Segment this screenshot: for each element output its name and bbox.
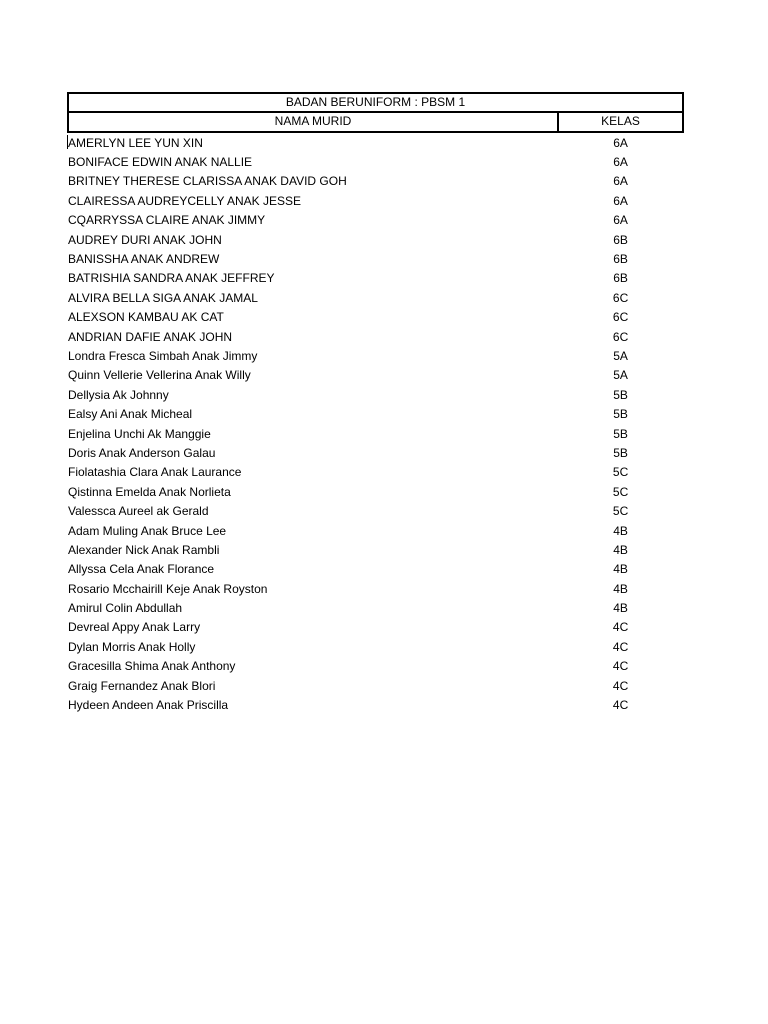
student-rows	[67, 133, 684, 715]
student-name-cell: Fiolatashia Clara Anak Laurance	[68, 465, 242, 480]
student-name-cell: BONIFACE EDWIN ANAK NALLIE	[68, 155, 253, 170]
student-name-cell: Adam Muling Anak Bruce Lee	[68, 523, 227, 538]
student-list-sheet	[67, 92, 684, 715]
student-name-cell: Enjelina Unchi Ak Manggie	[68, 426, 211, 441]
table-row	[67, 269, 684, 288]
student-name-cell: Hydeen Andeen Anak Priscilla	[68, 698, 229, 713]
table-row	[67, 133, 684, 152]
student-name-cell: Allyssa Cela Anak Florance	[68, 562, 215, 577]
student-class-cell: 5C	[612, 465, 629, 480]
table-row	[67, 521, 684, 540]
table-row	[67, 637, 684, 656]
table-row	[67, 482, 684, 501]
student-name-cell: Qistinna Emelda Anak Norlieta	[68, 484, 231, 499]
student-name-cell: Ealsy Ani Anak Micheal	[68, 407, 193, 422]
table-row	[67, 404, 684, 423]
table-row	[67, 327, 684, 346]
table-row	[67, 191, 684, 210]
table-row	[67, 172, 684, 191]
table-row	[67, 385, 684, 404]
header-kelas: KELAS	[601, 114, 640, 128]
student-class-cell: 5B	[613, 407, 628, 422]
student-class-cell: 5B	[613, 426, 628, 441]
table-row	[67, 695, 684, 714]
table-row	[67, 308, 684, 327]
table-row	[67, 657, 684, 676]
table-row	[67, 579, 684, 598]
table-row	[67, 366, 684, 385]
student-name-cell: Quinn Vellerie Vellerina Anak Willy	[68, 368, 251, 383]
student-class-cell: 6B	[613, 232, 628, 247]
table-row	[67, 598, 684, 617]
student-name-cell: Dylan Morris Anak Holly	[68, 639, 196, 654]
student-name-cell: Dellysia Ak Johnny	[68, 387, 169, 402]
student-name-cell: AUDREY DURI ANAK JOHN	[68, 232, 222, 247]
student-class-cell: 4B	[613, 523, 628, 538]
student-class-cell: 6C	[612, 290, 629, 305]
student-name-cell: AMERLYN LEE YUN XIN	[68, 135, 203, 150]
student-name-cell: Graig Fernandez Anak Blori	[68, 678, 216, 693]
student-name-cell: Gracesilla Shima Anak Anthony	[68, 659, 236, 674]
student-name-cell: Devreal Appy Anak Larry	[68, 620, 201, 635]
table-row	[67, 230, 684, 249]
student-class-cell: 5A	[613, 368, 628, 383]
table-row	[67, 676, 684, 695]
student-class-cell: 5A	[613, 348, 628, 363]
student-class-cell: 6B	[613, 271, 628, 286]
student-class-cell: 4B	[613, 581, 628, 596]
student-name-cell: ALVIRA BELLA SIGA ANAK JAMAL	[68, 290, 258, 305]
table-row	[67, 443, 684, 462]
sheet-title: BADAN BERUNIFORM : PBSM 1	[67, 92, 684, 113]
student-class-cell: 5C	[612, 504, 629, 519]
header-row	[67, 113, 684, 133]
student-name-cell: CQARRYSSA CLAIRE ANAK JIMMY	[68, 213, 266, 228]
cell-cursor	[67, 135, 68, 149]
table-row	[67, 152, 684, 171]
student-class-cell: 4C	[612, 620, 629, 635]
student-name-cell: Londra Fresca Simbah Anak Jimmy	[68, 348, 258, 363]
table-row	[67, 540, 684, 559]
student-name-cell: BRITNEY THERESE CLARISSA ANAK DAVID GOH	[68, 174, 347, 189]
student-name-cell: Doris Anak Anderson Galau	[68, 445, 216, 460]
table-row	[67, 560, 684, 579]
table-row	[67, 501, 684, 520]
student-class-cell: 6A	[613, 155, 628, 170]
student-class-cell: 5C	[612, 484, 629, 499]
table-row	[67, 463, 684, 482]
student-class-cell: 6A	[613, 174, 628, 189]
student-name-cell: Amirul Colin Abdullah	[68, 601, 183, 616]
student-class-cell: 6B	[613, 252, 628, 267]
student-class-cell: 4C	[612, 639, 629, 654]
student-class-cell: 4C	[612, 698, 629, 713]
table-row	[67, 249, 684, 268]
student-name-cell: ALEXSON KAMBAU AK CAT	[68, 310, 224, 325]
student-class-cell: 6A	[613, 135, 628, 150]
student-name-cell: BATRISHIA SANDRA ANAK JEFFREY	[68, 271, 275, 286]
table-row	[67, 346, 684, 365]
student-class-cell: 4B	[613, 562, 628, 577]
header-nama-murid: NAMA MURID	[69, 113, 559, 131]
table-row	[67, 288, 684, 307]
student-class-cell: 6A	[613, 193, 628, 208]
student-class-cell: 4C	[612, 678, 629, 693]
student-class-cell: 6C	[612, 310, 629, 325]
student-name-cell: Valessca Aureel ak Gerald	[68, 504, 209, 519]
student-name-cell: Rosario Mcchairill Keje Anak Royston	[68, 581, 268, 596]
student-class-cell: 4C	[612, 659, 629, 674]
student-name-cell: Alexander Nick Anak Rambli	[68, 542, 220, 557]
student-class-cell: 4B	[613, 542, 628, 557]
student-class-cell: 6C	[612, 329, 629, 344]
student-name-cell: ANDRIAN DAFIE ANAK JOHN	[68, 329, 233, 344]
student-class-cell: 5B	[613, 387, 628, 402]
table-row	[67, 424, 684, 443]
student-name-cell: BANISSHA ANAK ANDREW	[68, 252, 220, 267]
student-class-cell: 4B	[613, 601, 628, 616]
table-row	[67, 211, 684, 230]
student-name-cell: CLAIRESSA AUDREYCELLY ANAK JESSE	[68, 193, 301, 208]
student-class-cell: 6A	[613, 213, 628, 228]
student-class-cell: 5B	[613, 445, 628, 460]
table-row	[67, 618, 684, 637]
